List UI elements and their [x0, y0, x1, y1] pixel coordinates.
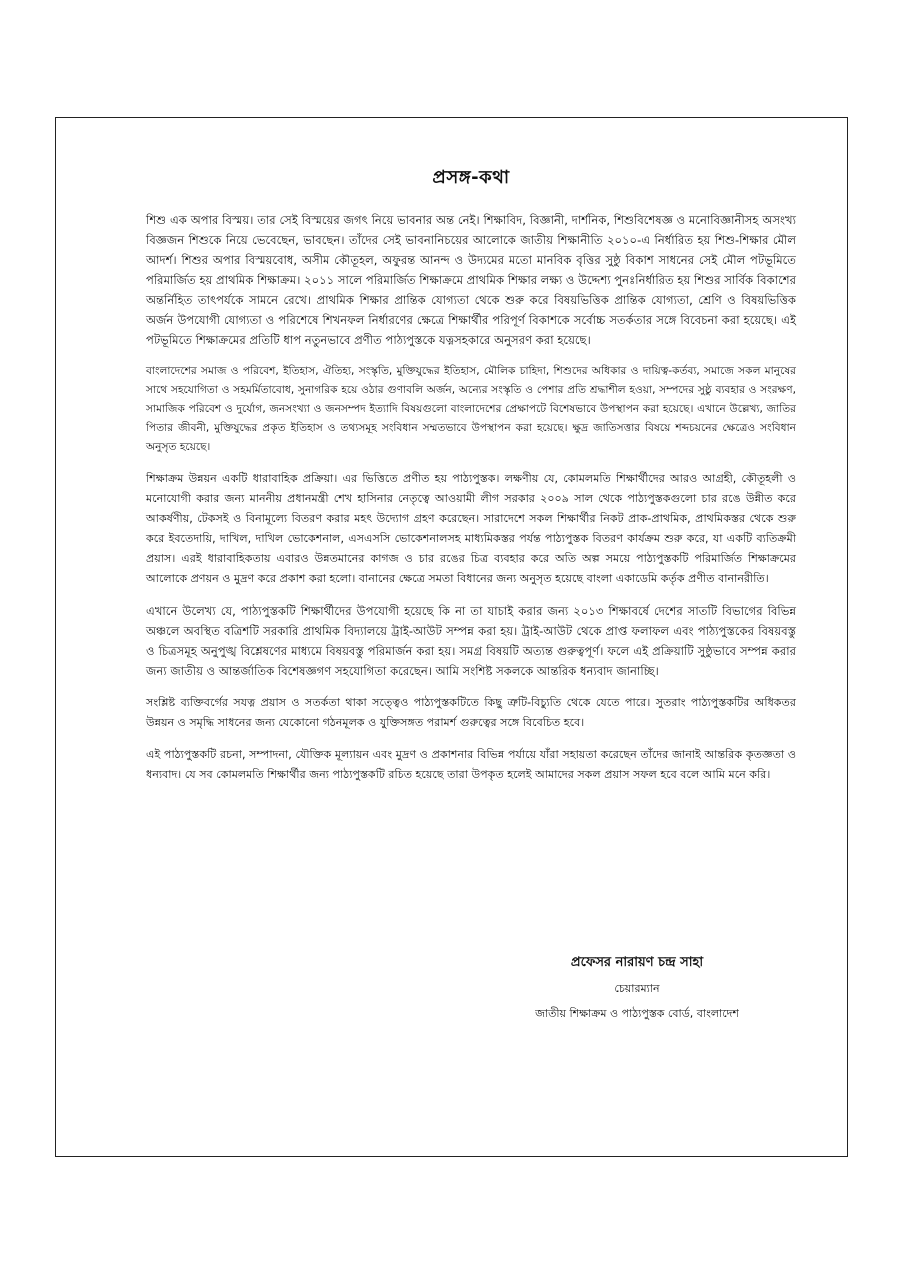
page-title: প্রসঙ্গ-কথা [432, 167, 510, 188]
page-border-frame [55, 117, 848, 1157]
signatory-name: প্রফেসর নারায়ণ চন্দ্র সাহা [570, 955, 704, 970]
paragraph-2: বাংলাদেশের সমাজ ও পরিবেশ, ইতিহাস, ঐতিহ্য, সংস্কৃতি, মুক্তিযুদ্ধের ইতিহাস, মৌলিক চাহিদা, শিশুদের অধিকার ও দায়িত্ব-কর্তব্য, সমাজে সকল মানুষের সাথে সহযোগিতা ও সহমর্মিতাবোধ, সুনাগরিক হয়ে ওঠার গুণাবলি অর্জন, অন্যের সংস্কৃতি ও পেশার প্রতি শ্রদ্ধাশীল হওয়া, সম্পদের সুষ্ঠু ব্যবহার ও সংরক্ষণ, সামাজিক পরিবেশ ও দুর্যোগ, জনসংখ্যা ও জনসম্পদ ইত্যাদি বিষয়গুলো বাংলাদেশের প্রেক্ষাপটে বিশেষভাবে উপস্থাপন করা হয়েছে। এখানে উল্লেখ্য, জাতির পিতার জীবনী, মুক্তিযুদ্ধের প্রকৃত ইতিহাস ও তথ্যসমূহ সংবিধান সম্মতভাবে উপস্থাপন করা হয়েছে। ক্ষুদ্র জাতিসত্তার বিষয়ে শব্দচয়নের ক্ষেত্রেও সংবিধান অনুসৃত হয়েছে। [146, 365, 796, 453]
signatory-organization: জাতীয় শিক্ষাক্রম ও পাঠ্যপুস্তক বোর্ড, বাংলাদেশ [535, 1007, 739, 1020]
paragraph-1: শিশু এক অপার বিস্ময়। তার সেই বিস্ময়ের জগৎ নিয়ে ভাবনার অন্ত নেই। শিক্ষাবিদ, বিজ্ঞানী, দার্শনিক, শিশুবিশেষজ্ঞ ও মনোবিজ্ঞানীসহ অসংখ্য বিজ্ঞজন শিশুকে নিয়ে ভেবেছেন, ভাবছেন। তাঁদের সেই ভাবনানিচয়ের আলোকে জাতীয় শিক্ষানীতি ২০১০-এ নির্ধারিত হয় শিশু-শিক্ষার মৌল আদর্শ। শিশুর অপার বিস্ময়বোধ, অসীম কৌতূহল, অফুরন্ত আনন্দ ও উদ্যমের মতো মানবিক বৃত্তির সুষ্ঠু বিকাশ সাধনের সেই মৌল পটভূমিতে পরিমার্জিত হয় প্রাথমিক শিক্ষাক্রম। ২০১১ সালে পরিমার্জিত শিক্ষাক্রমে প্রাথমিক শিক্ষার লক্ষ্য ও উদ্দেশ্য পুনঃনির্ধারিত হয় শিশুর সার্বিক বিকাশের অন্তর্নিহিত তাৎপর্যকে সামনে রেখে। প্রাথমিক শিক্ষার প্রান্তিক যোগ্যতা থেকে শুরু করে বিষয়ভিত্তিক প্রান্তিক যোগ্যতা, শ্রেণি ও বিষয়ভিত্তিক অর্জন উপযোগী যোগ্যতা ও পরিশেষে শিখনফল নির্ধারণের ক্ষেত্রে শিক্ষার্থীর পরিপূর্ণ বিকাশকে সর্বোচ্চ সতর্কতার সঙ্গে বিবেচনা করা হয়েছে। এই পটভূমিতে শিক্ষাক্রমের প্রতিটি ধাপ নতুনভাবে প্রণীত পাঠ্যপুস্তকে যত্নসহকারে অনুসরণ করা হয়েছে। [146, 213, 796, 347]
foreword-content [146, 163, 796, 797]
paragraph-5: সংশ্লিষ্ট ব্যক্তিবর্গের সযত্ন প্রয়াস ও সতর্কতা থাকা সত্ত্বেও পাঠ্যপুস্তকটিতে কিছু ত্রুটি-বিচ্যুতি থেকে যেতে পারে। সুতরাং পাঠ্যপুস্তকটির অধিকতর উন্নয়ন ও সমৃদ্ধি সাধনের জন্য যেকোনো গঠনমূলক ও যুক্তিসঙ্গত পরামর্শ গুরুত্বের সঙ্গে বিবেচিত হবে। [146, 696, 796, 729]
paragraph-3: শিক্ষাক্রম উন্নয়ন একটি ধারাবাহিক প্রক্রিয়া। এর ভিত্তিতে প্রণীত হয় পাঠ্যপুস্তক। লক্ষণীয় যে, কোমলমতি শিক্ষার্থীদের আরও আগ্রহী, কৌতূহলী ও মনোযোগী করার জন্য মাননীয় প্রধানমন্ত্রী শেখ হাসিনার নেতৃত্বে আওয়ামী লীগ সরকার ২০০৯ সাল থেকে পাঠ্যপুস্তকগুলো চার রঙে উন্নীত করে আকর্ষণীয়, টেকসই ও বিনামূল্যে বিতরণ করার মহৎ উদ্যোগ গ্রহণ করেছেন। সারাদেশে সকল শিক্ষার্থীর নিকট প্রাক-প্রাথমিক, প্রাথমিকস্তর থেকে শুরু করে ইবতেদায়ি, দাখিল, দাখিল ভোকেশনাল, এসএসসি ভোকেশনালসহ মাধ্যমিকস্তর পর্যন্ত পাঠ্যপুস্তক বিতরণ কার্যক্রম শুরু করে, যা একটি ব্যতিক্রমী প্রয়াস। এরই ধারাবাহিকতায় এবারও উন্নতমানের কাগজ ও চার রঙের চিত্র ব্যবহার করে অতি অল্প সময়ে পাঠ্যপুস্তকটি পরিমার্জিত শিক্ষাক্রমের আলোকে প্রণয়ন ও মুদ্রণ করে প্রকাশ করা হলো। বানানের ক্ষেত্রে সমতা বিধানের জন্য অনুসৃত হয়েছে বাংলা একাডেমি কর্তৃক প্রণীত বানানরীতি। [146, 472, 796, 585]
paragraph-4: এখানে উলেখ্য যে, পাঠ্যপুস্তকটি শিক্ষার্থীদের উপযোগী হয়েছে কি না তা যাচাই করার জন্য ২০১৩ শিক্ষাবর্ষে দেশের সাতটি বিভাগের বিভিন্ন অঞ্চলে অবস্থিত বত্রিশটি সরকারি প্রাথমিক বিদ্যালয়ে ট্রাই-আউট সম্পন্ন করা হয়। ট্রাই-আউট থেকে প্রাপ্ত ফলাফল এবং পাঠ্যপুস্তকের বিষয়বস্তু ও চিত্রসমূহ অনুপুঙ্খ বিশ্লেষণের মাধ্যমে বিষয়বস্তু পরিমার্জন করা হয়। সমগ্র বিষয়টি অত্যন্ত গুরুত্বপূর্ণ। ফলে এই প্রক্রিয়াটি সুষ্ঠুভাবে সম্পন্ন করার জন্য জাতীয় ও আন্তর্জাতিক বিশেষজ্ঞগণ সহযোগিতা করেছেন। আমি সংশিষ্ট সকলকে আন্তরিক ধন্যবাদ জানাচ্ছি। [146, 604, 796, 678]
signatory-role: চেয়ারম্যান [614, 982, 660, 995]
paragraph-6: এই পাঠ্যপুস্তকটি রচনা, সম্পাদনা, যৌক্তিক মূল্যায়ন এবং মুদ্রণ ও প্রকাশনার বিভিন্ন পর্যায়ে যাঁরা সহায়তা করেছেন তাঁদের জানাই আন্তরিক কৃতজ্ঞতা ও ধন্যবাদ। যে সব কোমলমতি শিক্ষার্থীর জন্য পাঠ্যপুস্তকটি রচিত হয়েছে তারা উপকৃত হলেই আমাদের সকল প্রয়াস সফল হবে বলে আমি মনে করি। [146, 748, 796, 781]
signature-block [487, 953, 787, 1024]
